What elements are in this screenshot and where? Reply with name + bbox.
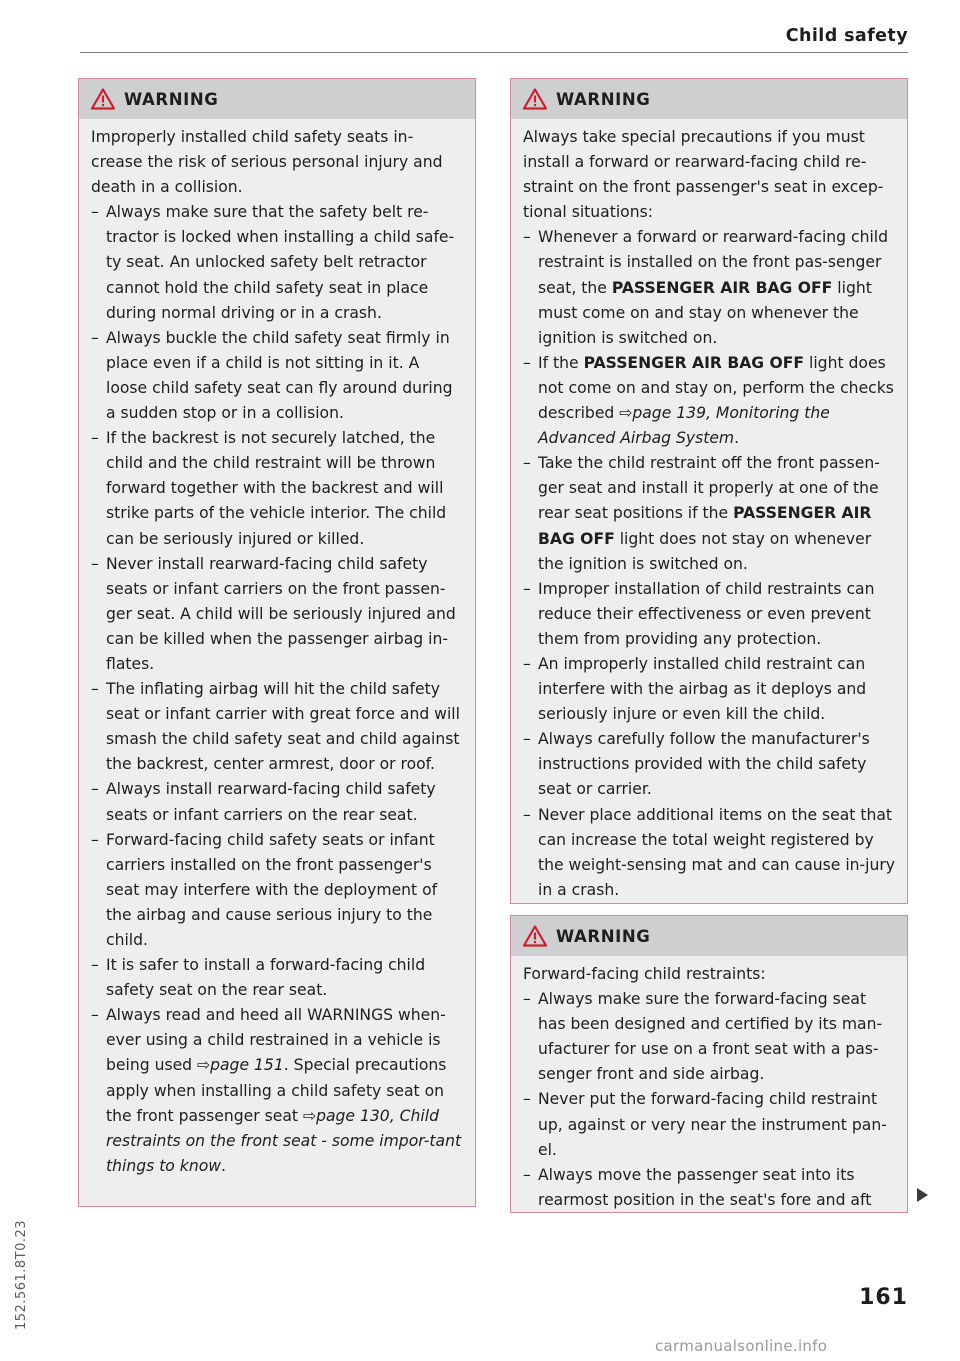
warning-triangle-icon — [91, 88, 115, 110]
warning-body — [511, 956, 907, 1213]
warning-intro: Forward-facing child restraints: — [523, 965, 766, 983]
item-text: light does not come on and stay on, perform the checks described — [538, 353, 894, 423]
item-text: . — [221, 1156, 226, 1175]
warning-list — [523, 225, 895, 903]
warning-list — [91, 200, 463, 1179]
page-reference-139[interactable]: ⇨page 139, Monitoring the Advanced Airbag System — [538, 404, 830, 448]
item-text: Whenever a forward or rearward-facing child restraint is installed on the front pas-senger seat, the — [538, 228, 889, 297]
warning-list-item — [523, 225, 895, 350]
item-text: Take the child restraint off the front passen-ger seat and install it properly at one of the rear seat positions if the — [538, 454, 880, 523]
warning-header — [511, 916, 907, 956]
item-text: If the — [538, 353, 584, 372]
warning-list-item: – Always carefully follow the manufacturer's instructions provided with the child safety seat or carrier. — [523, 727, 895, 802]
watermark: carmanualsonline.info — [655, 1337, 828, 1355]
warning-list — [523, 987, 895, 1213]
indicator-name: PASSENGER AIR BAG OFF — [583, 353, 805, 372]
warning-body — [79, 119, 475, 1179]
warning-list-item: – Always move the passenger seat into its rearmost position in the seat's fore and aft — [523, 1163, 895, 1213]
section-title: Child safety — [785, 26, 908, 46]
document-code: 152.561.8T0.23 — [14, 1219, 29, 1330]
warning-list-item: – It is safer to install a forward-facing child safety seat on the rear seat. — [91, 953, 463, 1003]
warning-intro: Always take special precautions if you must install a forward or rearward-facing child re-straint on the front passenger's seat in excep-tional situations: — [523, 128, 884, 222]
warning-list-item: – If the backrest is not securely latched, the child and the child restraint will be thrown forward together with the backrest and will strike parts of the vehicle interior. The child can be seriously injured or killed. — [91, 426, 463, 551]
page-reference-130[interactable]: ⇨page 130, Child restraints on the front seat - some impor-tant things to know — [106, 1106, 462, 1175]
warning-label: WARNING — [556, 89, 651, 109]
warning-list-item — [523, 451, 895, 576]
warning-list-item: – Always install rearward-facing child safety seats or infant carriers on the rear seat. — [91, 777, 463, 827]
page-reference-151[interactable]: ⇨page 151 — [197, 1056, 284, 1075]
warning-list-item — [91, 1003, 463, 1179]
indicator-name: PASSENGER AIR BAG OFF — [538, 504, 872, 548]
header-divider — [80, 52, 908, 53]
item-text: Always read and heed all WARNINGS when-ever using a child restrained in a vehicle is being used — [106, 1006, 446, 1075]
warning-list-item: – Always buckle the child safety seat firmly in place even if a child is not sitting in it. A loose child safety seat can fly around during a sudden stop or in a collision. — [91, 326, 463, 426]
warning-list-item: – Never install rearward-facing child safety seats or infant carriers on the front passen-ger seat. A child will be seriously injured and can be killed when the passenger airbag in-flates. — [91, 552, 463, 677]
warning-list-item: – Always make sure the forward-facing seat has been designed and certified by its man-ufacturer for use on a front seat with a pas-senger front and side airbag. — [523, 987, 895, 1087]
warning-box-front-seat-exceptions — [510, 78, 908, 904]
warning-header — [511, 79, 907, 119]
indicator-name: PASSENGER AIR BAG OFF — [611, 278, 833, 297]
item-text: . Special precautions apply when installing a child safety seat on the front passenger seat — [106, 1056, 447, 1125]
item-text: light must come on and stay on whenever the ignition is switched on. — [538, 278, 872, 347]
warning-label: WARNING — [556, 926, 651, 946]
warning-list-item: – Always make sure that the safety belt re-tractor is locked when installing a child safe-ty seat. An unlocked safety belt retractor cannot hold the child safety seat in place during normal driving or in a crash. — [91, 200, 463, 325]
warning-box-forward-facing — [510, 915, 908, 1213]
warning-list-item: – Forward-facing child safety seats or infant carriers installed on the front passenger's seat may interfere with the deployment of the airbag and cause serious injury to the child. — [91, 828, 463, 953]
page-number: 161 — [859, 1285, 908, 1310]
warning-list-item: – The inflating airbag will hit the child safety seat or infant carrier with great force and will smash the child safety seat and child against the backrest, center armrest, door or roof. — [91, 677, 463, 777]
continued-arrow-icon — [917, 1188, 928, 1202]
warning-list-item: – An improperly installed child restraint can interfere with the airbag as it deploys and seriously injure or even kill the child. — [523, 652, 895, 727]
item-text: light does not stay on whenever the ignition is switched on. — [538, 529, 872, 573]
warning-list-item — [523, 351, 895, 451]
warning-body — [511, 119, 907, 903]
warning-intro: Improperly installed child safety seats in-crease the risk of serious personal injury and death in a collision. — [91, 128, 443, 197]
item-text: . — [734, 429, 740, 448]
warning-header — [79, 79, 475, 119]
warning-triangle-icon — [523, 925, 547, 947]
warning-list-item: – Improper installation of child restraints can reduce their effectiveness or even prevent them from providing any protection. — [523, 577, 895, 652]
warning-label: WARNING — [124, 89, 219, 109]
warning-list-item: – Never place additional items on the seat that can increase the total weight registered by the weight-sensing mat and can cause in-jury in a crash. — [523, 803, 895, 903]
warning-box-child-seat-installation — [78, 78, 476, 1207]
warning-list-item: – Never put the forward-facing child restraint up, against or very near the instrument pan-el. — [523, 1087, 895, 1162]
warning-triangle-icon — [523, 88, 547, 110]
